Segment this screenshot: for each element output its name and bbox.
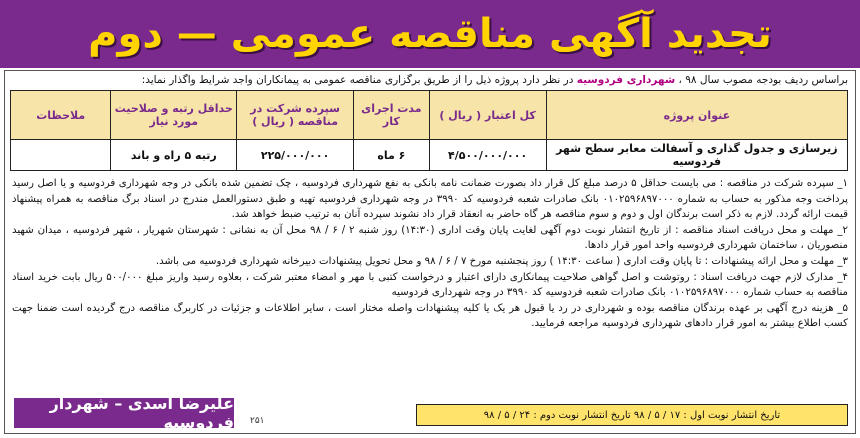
mayor-signature: علیرضا اسدی – شهردار فردوسیه <box>14 398 234 428</box>
cell-min-grade: رتبه ۵ راه و باند <box>111 140 237 171</box>
cell-deposit: ۲۲۵/۰۰۰/۰۰۰ <box>237 140 354 171</box>
publication-dates: تاریخ انتشار نوبت اول : ۱۷ / ۵ / ۹۸ تاریخ انتشار نوبت دوم : ۲۴ / ۵ / ۹۸ <box>416 404 848 426</box>
header-total-credit: کل اعتبار ( ریال ) <box>429 91 546 140</box>
project-table <box>10 90 848 171</box>
condition-item: ۳_ مهلت و محل ارائه پیشنهادات : تا پایان وقت اداری ( ساعت ۱۴:۳۰ ) روز پنجشنبه مورخ ۷ / ۶ / ۹۸ و محل تحویل پیشنهادات دبیرخانه شهرداری فردوسیه می باشد. <box>155 255 848 267</box>
table-header-row <box>11 91 848 140</box>
conditions-list <box>12 176 848 332</box>
reference-number: ۲۵۱ <box>250 416 265 426</box>
intro-line <box>12 74 848 86</box>
table-row <box>11 140 848 171</box>
header-deposit: سپرده شرکت در مناقصه ( ریال ) <box>237 91 354 140</box>
cell-project-title: زیرسازی و جدول گذاری و آسفالت معابر سطح شهر فردوسیه <box>546 140 847 171</box>
notice-title: تجدید آگهی مناقصه عمومی — دوم <box>88 11 772 57</box>
condition-item: ۱_ سپرده شرکت در مناقصه : می بایست حداقل ۵ درصد مبلغ کل قرار داد بصورت ضمانت نامه بانکی به نفع شهرداری فردوسیه ، چک تضمین شده بانکی در وجه شهرداری فردوسیه و یا اصل رسید پرداخت وجه مذکور به حساب به شماره ۰۱۰۲۵۹۶۸۹۷۰۰۰ بانک صادرات شعبه فردوسیه کد ۳۹۹۰ در وجه شهرداری فردوسیه تهیه و طبق دستورالعمل مندرج در اسناد برگ مناقصه به همراه پیشنهاد قیمت ارائه گردد. لازم به ذکر است برندگان اول و دوم و سوم مناقصه هر گاه حاضر به انعقاد قرار داد نشوند سپرده آنان به ترتیب ضبط خواهد شد. <box>12 178 849 221</box>
header-notes: ملاحظات <box>11 91 111 140</box>
intro-text-before: براساس ردیف بودجه مصوب سال ۹۸ ، <box>678 74 848 86</box>
cell-total-credit: ۴/۵۰۰/۰۰۰/۰۰۰ <box>429 140 546 171</box>
condition-item: ۵_ هزینه درج آگهی بر عهده برندگان مناقصه بوده و شهرداری در رد یا قبول هر یک یا کلیه پیشنهادات واصله مختار است ، سایر اطلاعات و جزئیات در کاربرگ مناقصه درج گردیده است ضمنا جهت کسب اطلاع بیشتر به امور قرار دادهای شهرداری فردوسیه مراجعه فرمایید. <box>12 302 848 330</box>
condition-item: ۴_ مدارک لازم جهت دریافت اسناد : روتوشت و اصل گواهی صلاحیت پیمانکاری دارای اعتبار و درخواست کتبی با مهر و امضاء معتبر شرکت ، بعلاوه رسید واریز مبلغ ۵۰۰/۰۰۰ ریال بابت خرید اسناد مناقصه به حساب شماره ۰۱۰۲۵۹۶۸۹۷۰۰۰ بانک صادرات شعبه فردوسیه کد ۳۹۹۰ در وجه شهرداری فردوسیه <box>12 271 848 299</box>
intro-org: شهرداری فردوسیه <box>576 74 676 86</box>
cell-duration: ۶ ماه <box>354 140 429 171</box>
header-duration: مدت اجرای کار <box>354 91 429 140</box>
condition-item: ۲_ مهلت و محل دریافت اسناد مناقصه : از تاریخ انتشار نوبت دوم آگهی لغایت پایان وقت اداری (۱۴:۳۰) روز شنبه ۲ / ۶ / ۹۸ محل آن به نشانی : شهرستان شهریار ، شهر فردوسیه ، میدان شهید منصوریان ، ساختمان شهرداری فردوسیه واحد امور قرار دادها. <box>12 224 848 252</box>
header-project-title: عنوان پروژه <box>546 91 847 140</box>
cell-notes <box>11 140 111 171</box>
header-min-grade: حداقل رتبه و صلاحیت مورد نیاز <box>111 91 237 140</box>
intro-text-after: در نظر دارد پروژه ذیل را از طریق برگزاری مناقصه عمومی به پیمانکاران واجد شرایط واگذار نماید: <box>141 74 574 86</box>
